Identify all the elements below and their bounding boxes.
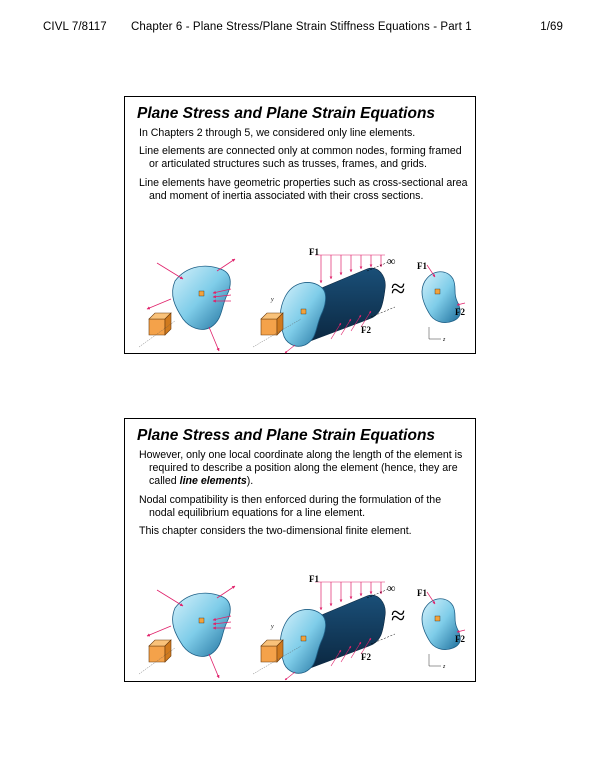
paragraph: Line elements are connected only at common nodes, forming framed or articulated structures such as trusses, frames, and grids.	[139, 145, 462, 171]
force-label-f2: F2	[455, 634, 465, 644]
figure-svg	[135, 235, 470, 355]
plane-stress-plate	[147, 259, 235, 351]
infinity-symbol: ∞	[387, 254, 396, 268]
two-dimensional-slice	[417, 588, 465, 670]
force-label-f1: F1	[417, 261, 427, 271]
plane-stress-strain-figure	[135, 235, 470, 355]
paragraph: This chapter considers the two-dimensional finite element.	[139, 525, 412, 538]
plane-strain-body	[280, 247, 395, 353]
plane-stress-plate	[147, 586, 235, 678]
paragraph	[139, 449, 469, 489]
paragraph-text: ).	[246, 475, 254, 488]
slide-title: Plane Stress and Plane Strain Equations	[137, 427, 436, 444]
slide-title: Plane Stress and Plane Strain Equations	[137, 105, 436, 122]
paragraph: Line elements have geometric properties such as cross-sectional area and moment of inertia associated with their cross sections.	[139, 176, 468, 202]
axis-label-z: z	[443, 664, 446, 670]
approx-symbol: ≈	[391, 274, 406, 303]
paragraph-text: However, only one local coordinate along the length of the element is required to describe a position along the element (hence, they are called	[139, 449, 463, 488]
course-code: CIVL 7/8117	[43, 21, 107, 33]
stress-cube-left	[139, 640, 175, 674]
infinity-symbol: ∞	[387, 581, 396, 595]
plane-stress-strain-figure	[135, 562, 470, 682]
axis-label-y: y	[271, 297, 274, 303]
slide-1	[124, 96, 476, 354]
force-label-f1: F1	[417, 588, 427, 598]
stress-cube-left	[139, 313, 175, 347]
page-number: 1/69	[540, 21, 563, 33]
chapter-title: Chapter 6 - Plane Stress/Plane Strain Stiffness Equations - Part 1	[131, 21, 472, 33]
force-label-f1: F1	[309, 574, 319, 584]
slide-2	[124, 418, 476, 682]
axis-label-z: z	[443, 337, 446, 343]
force-label-f2: F2	[361, 652, 371, 662]
slide-body	[139, 449, 469, 543]
paragraph: Nodal compatibility is then enforced during the formulation of the nodal equilibrium equations for a line element.	[139, 493, 442, 519]
force-label-f1: F1	[309, 247, 319, 257]
two-dimensional-slice	[417, 261, 465, 343]
force-label-f2: F2	[361, 325, 371, 335]
paragraph: In Chapters 2 through 5, we considered only line elements.	[139, 127, 416, 139]
figure-svg	[135, 562, 470, 682]
approx-symbol: ≈	[391, 601, 406, 630]
slide-body	[139, 127, 469, 208]
axis-label-y: y	[271, 624, 274, 630]
plane-strain-body	[280, 574, 395, 680]
emphasis-text: line elements	[179, 475, 247, 488]
force-label-f2: F2	[455, 307, 465, 317]
